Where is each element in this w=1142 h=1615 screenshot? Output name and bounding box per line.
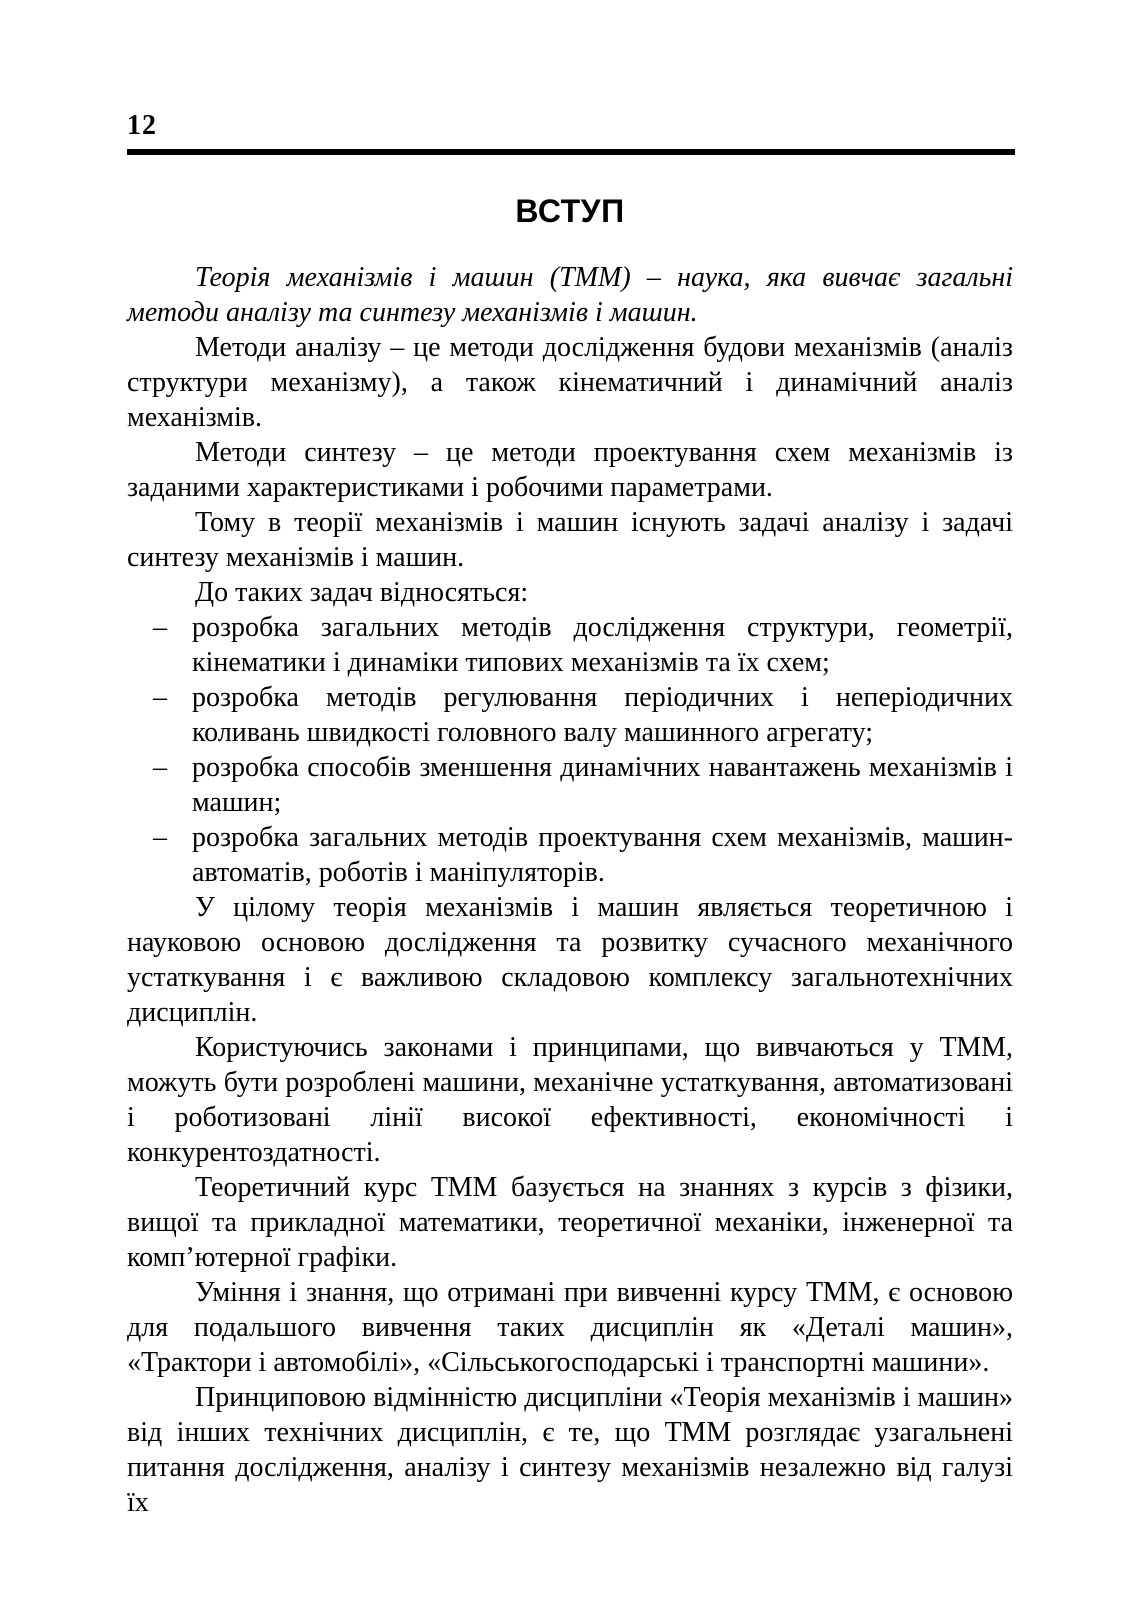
paragraph: Теоретичний курс ТММ базується на знаннях з курсів з фізики, вищої та прикладної математики, теоретичної механіки, інженерної та комп’ютерної графіки. xyxy=(127,1172,1013,1273)
task-item xyxy=(127,750,1013,820)
page-number: 12 xyxy=(127,110,157,141)
dash-marker: – xyxy=(153,752,167,783)
page-title: ВСТУП xyxy=(515,193,625,229)
dash-marker: – xyxy=(153,612,167,643)
paragraph: Тому в теорії механізмів і машин існують задачі аналізу і задачі синтезу механізмів і машин. xyxy=(127,507,1013,573)
paragraph: Методи аналізу – це методи дослідження будови механізмів (аналіз структури механізму), а також кінематичний і динамічний аналіз механізмів. xyxy=(127,332,1013,433)
paragraph: Уміння і знання, що отримані при вивченні курсу ТММ, є основою для подальшого вивчення таких дисциплін як «Деталі машин», «Трактори і автомобілі», «Сільськогосподарські і транспортні машини». xyxy=(127,1277,1013,1378)
task-item xyxy=(127,820,1013,890)
task-item-text: розробка методів регулювання періодичних і неперіодичних коливань швидкості головного валу машинного агрегату; xyxy=(192,682,1013,748)
task-item-text: розробка способів зменшення динамічних навантажень механізмів і машин; xyxy=(192,752,1013,818)
task-list xyxy=(127,610,1013,890)
lead-paragraph: Теорія механізмів і машин (ТММ) – наука, яка вивчає загальні методи аналізу та синтезу механізмів і машин. xyxy=(127,262,1013,328)
paragraph: Принциповою відмінністю дисципліни «Теорія механізмів і машин» від інших технічних дисциплін, є те, що ТММ розглядає узагальнені питання дослідження, аналізу і синтезу механізмів незалежно від галузі їх xyxy=(127,1382,1013,1518)
paragraph: До таких задач відносяться: xyxy=(195,577,529,608)
paragraph: Методи синтезу – це методи проектування схем механізмів із заданими характеристиками і робочими параметрами. xyxy=(127,437,1013,503)
dash-marker: – xyxy=(153,682,167,713)
paragraph: Користуючись законами і принципами, що вивчаються у ТММ, можуть бути розроблені машини, механічне устаткування, автоматизовані і роботизовані лінії високої ефективності, економічності і конкурентоздатності. xyxy=(127,1032,1013,1168)
paragraph: У цілому теорія механізмів і машин являється теоретичною і науковою основою дослідження та розвитку сучасного механічного устаткування і є важливою складовою комплексу загальнотехнічних дисциплін. xyxy=(127,892,1013,1028)
header-rule xyxy=(127,149,1015,155)
task-item-text: розробка загальних методів проектування схем механізмів, машин-автоматів, роботів і маніпуляторів. xyxy=(192,822,1013,888)
task-item xyxy=(127,610,1013,680)
page-content xyxy=(127,193,1013,1520)
dash-marker: – xyxy=(153,822,167,853)
task-item xyxy=(127,680,1013,750)
task-item-text: розробка загальних методів дослідження структури, геометрії, кінематики і динаміки типових механізмів та їх схем; xyxy=(192,612,1013,678)
